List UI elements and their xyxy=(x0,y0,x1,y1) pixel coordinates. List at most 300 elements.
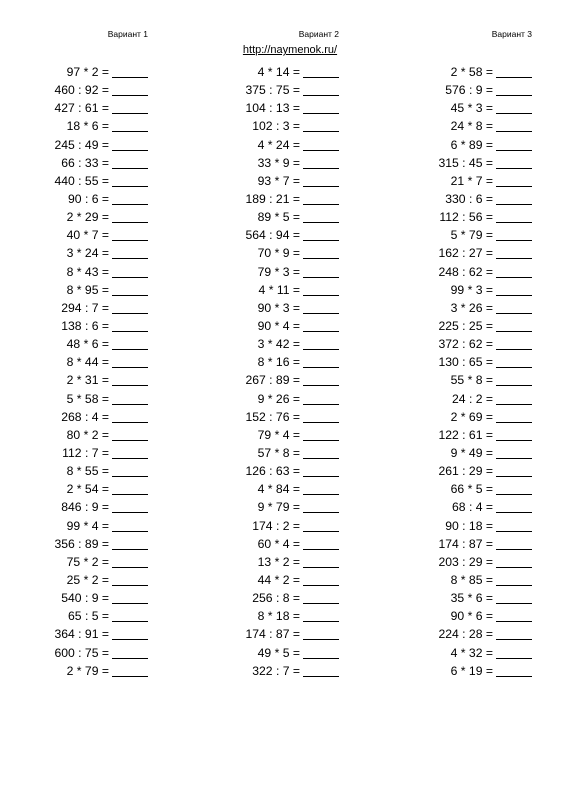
exercise-expression: 8 * 55 = xyxy=(66,464,109,479)
exercise-expression: 364 : 91 = xyxy=(54,627,109,642)
answer-blank[interactable] xyxy=(496,411,532,423)
answer-blank[interactable] xyxy=(496,592,532,604)
answer-blank[interactable] xyxy=(303,465,339,477)
answer-blank[interactable] xyxy=(112,338,148,350)
answer-blank[interactable] xyxy=(496,538,532,550)
answer-blank[interactable] xyxy=(303,592,339,604)
exercise-row xyxy=(400,625,532,643)
answer-blank[interactable] xyxy=(496,120,532,132)
exercise-expression: 267 : 89 = xyxy=(245,373,300,388)
answer-blank[interactable] xyxy=(496,266,532,278)
exercise-row xyxy=(210,317,339,335)
answer-blank[interactable] xyxy=(112,574,148,586)
exercise-row xyxy=(210,99,339,117)
exercise-expression: 24 * 8 = xyxy=(450,119,493,134)
answer-blank[interactable] xyxy=(496,338,532,350)
site-link[interactable]: http://naymenok.ru/ xyxy=(242,44,338,56)
answer-blank[interactable] xyxy=(303,574,339,586)
answer-blank[interactable] xyxy=(496,175,532,187)
exercise-row xyxy=(20,535,148,553)
exercise-row xyxy=(210,571,339,589)
exercise-row xyxy=(400,480,532,498)
exercise-expression: 40 * 7 = xyxy=(66,228,109,243)
answer-blank[interactable] xyxy=(303,102,339,114)
exercise-row xyxy=(20,317,148,335)
exercise-expression: 130 : 65 = xyxy=(438,355,493,370)
exercise-row xyxy=(20,589,148,607)
answer-blank[interactable] xyxy=(303,247,339,259)
exercise-row xyxy=(20,571,148,589)
answer-blank[interactable] xyxy=(496,447,532,459)
exercise-row xyxy=(210,281,339,299)
answer-blank[interactable] xyxy=(112,538,148,550)
answer-blank[interactable] xyxy=(496,374,532,386)
answer-blank[interactable] xyxy=(496,211,532,223)
exercise-expression: 3 * 24 = xyxy=(66,246,109,261)
exercise-row xyxy=(210,117,339,135)
variant-3-column xyxy=(400,63,532,680)
exercise-row xyxy=(20,644,148,662)
answer-blank[interactable] xyxy=(112,374,148,386)
exercise-expression: 460 : 92 = xyxy=(54,83,109,98)
exercise-row xyxy=(400,244,532,262)
exercise-expression: 102 : 3 = xyxy=(252,119,300,134)
exercise-row xyxy=(20,553,148,571)
exercise-expression: 93 * 7 = xyxy=(257,173,300,188)
exercise-expression: 35 * 6 = xyxy=(450,591,493,606)
answer-blank[interactable] xyxy=(303,538,339,550)
exercise-expression: 60 * 4 = xyxy=(257,536,300,551)
answer-blank[interactable] xyxy=(112,229,148,241)
exercise-expression: 330 : 6 = xyxy=(445,192,493,207)
exercise-row xyxy=(20,335,148,353)
answer-blank[interactable] xyxy=(303,628,339,640)
exercise-row xyxy=(210,172,339,190)
exercise-expression: 99 * 3 = xyxy=(450,282,493,297)
answer-blank[interactable] xyxy=(112,501,148,513)
exercise-expression: 18 * 6 = xyxy=(66,119,109,134)
exercise-expression: 49 * 5 = xyxy=(257,645,300,660)
answer-blank[interactable] xyxy=(112,320,148,332)
exercise-expression: 57 * 8 = xyxy=(257,446,300,461)
exercise-expression: 4 * 24 = xyxy=(257,137,300,152)
exercise-expression: 97 * 2 = xyxy=(66,65,109,80)
answer-blank[interactable] xyxy=(112,139,148,151)
exercise-row xyxy=(400,99,532,117)
exercise-row xyxy=(210,517,339,535)
exercise-expression: 126 : 63 = xyxy=(245,464,300,479)
exercise-row xyxy=(210,462,339,480)
variant-1-header: Вариант 1 xyxy=(107,29,148,39)
answer-blank[interactable] xyxy=(303,229,339,241)
exercise-expression: 24 : 2 = xyxy=(452,391,493,406)
exercise-expression: 9 * 26 = xyxy=(257,391,300,406)
exercise-expression: 9 * 49 = xyxy=(450,446,493,461)
answer-blank[interactable] xyxy=(303,520,339,532)
exercise-expression: 3 * 42 = xyxy=(257,337,300,352)
answer-blank[interactable] xyxy=(112,411,148,423)
answer-blank[interactable] xyxy=(496,139,532,151)
exercise-expression: 68 : 4 = xyxy=(452,500,493,515)
exercise-expression: 268 : 4 = xyxy=(61,409,109,424)
answer-blank[interactable] xyxy=(303,411,339,423)
answer-blank[interactable] xyxy=(496,247,532,259)
answer-blank[interactable] xyxy=(112,120,148,132)
exercise-expression: 540 : 9 = xyxy=(61,591,109,606)
answer-blank[interactable] xyxy=(496,84,532,96)
exercise-expression: 104 : 13 = xyxy=(245,101,300,116)
exercise-expression: 4 * 11 = xyxy=(258,282,300,297)
exercise-row xyxy=(400,517,532,535)
exercise-row xyxy=(400,462,532,480)
exercise-row xyxy=(400,226,532,244)
exercise-row xyxy=(210,480,339,498)
answer-blank[interactable] xyxy=(112,665,148,677)
exercise-expression: 372 : 62 = xyxy=(438,337,493,352)
exercise-expression: 9 * 79 = xyxy=(257,500,300,515)
exercise-expression: 33 * 9 = xyxy=(257,155,300,170)
exercise-expression: 8 * 85 = xyxy=(450,573,493,587)
exercise-row xyxy=(210,335,339,353)
exercise-row xyxy=(210,444,339,462)
exercise-expression: 576 : 9 = xyxy=(445,83,493,98)
exercise-expression: 846 : 9 = xyxy=(61,500,109,515)
exercise-row xyxy=(210,371,339,389)
exercise-expression: 189 : 21 = xyxy=(245,192,300,207)
answer-blank[interactable] xyxy=(303,356,339,368)
variant-2-column xyxy=(210,63,339,680)
exercise-row xyxy=(400,553,532,571)
answer-blank[interactable] xyxy=(303,320,339,332)
exercise-expression: 152 : 76 = xyxy=(245,409,300,424)
exercise-row xyxy=(20,190,148,208)
exercise-row xyxy=(400,299,532,317)
answer-blank[interactable] xyxy=(112,465,148,477)
exercise-expression: 2 * 54 = xyxy=(66,482,109,497)
exercise-row xyxy=(20,353,148,371)
exercise-row xyxy=(20,263,148,281)
answer-blank[interactable] xyxy=(303,556,339,568)
exercise-expression: 48 * 6 = xyxy=(66,337,109,352)
exercise-row xyxy=(400,390,532,408)
exercise-expression: 322 : 7 = xyxy=(252,663,300,678)
exercise-row xyxy=(210,226,339,244)
answer-blank[interactable] xyxy=(303,610,339,622)
exercise-expression: 90 : 18 = xyxy=(445,518,493,533)
answer-blank[interactable] xyxy=(112,157,148,169)
variant-2-header: Вариант 2 xyxy=(298,29,339,39)
exercise-expression: 21 * 7 = xyxy=(450,173,493,188)
exercise-expression: 2 * 58 = xyxy=(450,65,493,80)
exercise-expression: 79 * 4 = xyxy=(257,427,300,442)
exercise-expression: 225 : 25 = xyxy=(438,319,493,334)
exercise-expression: 5 * 58 = xyxy=(66,391,109,406)
exercise-expression: 138 : 6 = xyxy=(61,319,109,334)
exercise-expression: 3 * 26 = xyxy=(450,300,493,315)
exercise-row xyxy=(400,571,532,589)
exercise-row xyxy=(400,154,532,172)
answer-blank[interactable] xyxy=(496,320,532,332)
exercise-row xyxy=(210,208,339,226)
exercise-row xyxy=(20,498,148,516)
exercise-row xyxy=(400,498,532,516)
exercise-expression: 90 * 3 = xyxy=(257,300,300,315)
exercise-expression: 2 * 29 = xyxy=(66,210,109,225)
answer-blank[interactable] xyxy=(496,665,532,677)
exercise-row xyxy=(210,535,339,553)
exercise-row xyxy=(210,426,339,444)
exercise-row xyxy=(20,517,148,535)
exercise-row xyxy=(20,63,148,81)
answer-blank[interactable] xyxy=(112,447,148,459)
exercise-expression: 315 : 45 = xyxy=(438,155,493,170)
exercise-row xyxy=(210,553,339,571)
exercise-row xyxy=(400,263,532,281)
exercise-row xyxy=(400,117,532,135)
exercise-expression: 112 : 7 = xyxy=(62,446,109,461)
exercise-row xyxy=(210,63,339,81)
exercise-row xyxy=(400,662,532,680)
exercise-row xyxy=(210,244,339,262)
answer-blank[interactable] xyxy=(496,628,532,640)
exercise-row xyxy=(20,426,148,444)
exercise-row xyxy=(400,63,532,81)
exercise-row xyxy=(400,172,532,190)
exercise-row xyxy=(20,117,148,135)
exercise-expression: 8 * 18 = xyxy=(257,609,300,624)
answer-blank[interactable] xyxy=(496,157,532,169)
exercise-expression: 6 * 89 = xyxy=(450,137,493,152)
answer-blank[interactable] xyxy=(496,520,532,532)
answer-blank[interactable] xyxy=(496,556,532,568)
exercise-row xyxy=(400,190,532,208)
exercise-row xyxy=(400,136,532,154)
exercise-expression: 44 * 2 = xyxy=(257,573,300,587)
answer-blank[interactable] xyxy=(112,647,148,659)
answer-blank[interactable] xyxy=(496,302,532,314)
exercise-expression: 45 * 3 = xyxy=(450,101,493,116)
answer-blank[interactable] xyxy=(112,628,148,640)
exercise-row xyxy=(210,408,339,426)
exercise-row xyxy=(20,662,148,680)
answer-blank[interactable] xyxy=(303,338,339,350)
exercise-row xyxy=(210,190,339,208)
answer-blank[interactable] xyxy=(496,193,532,205)
exercise-row xyxy=(400,444,532,462)
answer-blank[interactable] xyxy=(303,501,339,513)
answer-blank[interactable] xyxy=(303,66,339,78)
exercise-row xyxy=(210,81,339,99)
exercise-row xyxy=(400,317,532,335)
exercise-row xyxy=(20,371,148,389)
answer-blank[interactable] xyxy=(112,175,148,187)
exercise-row xyxy=(20,136,148,154)
exercise-expression: 245 : 49 = xyxy=(54,137,109,152)
exercise-expression: 8 * 95 = xyxy=(66,282,109,297)
exercise-row xyxy=(210,498,339,516)
exercise-row xyxy=(210,154,339,172)
answer-blank[interactable] xyxy=(496,610,532,622)
exercise-expression: 224 : 28 = xyxy=(438,627,493,642)
answer-blank[interactable] xyxy=(112,520,148,532)
answer-blank[interactable] xyxy=(112,302,148,314)
exercise-row xyxy=(400,81,532,99)
exercise-expression: 162 : 27 = xyxy=(438,246,493,261)
exercise-expression: 4 * 84 = xyxy=(257,482,300,497)
exercise-row xyxy=(20,208,148,226)
answer-blank[interactable] xyxy=(112,102,148,114)
answer-blank[interactable] xyxy=(112,193,148,205)
answer-blank[interactable] xyxy=(303,284,339,296)
exercise-row xyxy=(400,371,532,389)
exercise-row xyxy=(20,172,148,190)
exercise-expression: 66 * 5 = xyxy=(450,482,493,497)
exercise-row xyxy=(210,625,339,643)
exercise-expression: 80 * 2 = xyxy=(66,427,109,442)
answer-blank[interactable] xyxy=(303,483,339,495)
exercise-expression: 2 * 69 = xyxy=(450,409,493,424)
exercise-row xyxy=(210,607,339,625)
exercise-expression: 256 : 8 = xyxy=(252,591,300,606)
answer-blank[interactable] xyxy=(303,266,339,278)
answer-blank[interactable] xyxy=(496,501,532,513)
exercise-expression: 70 * 9 = xyxy=(257,246,300,261)
exercise-row xyxy=(20,281,148,299)
exercise-expression: 8 * 43 = xyxy=(66,264,109,279)
exercise-row xyxy=(210,299,339,317)
exercise-expression: 79 * 3 = xyxy=(257,264,300,279)
exercise-expression: 174 : 87 = xyxy=(438,536,493,551)
exercise-row xyxy=(400,589,532,607)
answer-blank[interactable] xyxy=(496,66,532,78)
answer-blank[interactable] xyxy=(303,157,339,169)
exercise-expression: 99 * 4 = xyxy=(66,518,109,533)
answer-blank[interactable] xyxy=(303,374,339,386)
exercise-expression: 5 * 79 = xyxy=(450,228,493,243)
exercise-expression: 564 : 94 = xyxy=(245,228,300,243)
exercise-row xyxy=(400,335,532,353)
exercise-expression: 112 : 56 = xyxy=(439,210,493,225)
answer-blank[interactable] xyxy=(496,647,532,659)
exercise-row xyxy=(20,408,148,426)
exercise-expression: 25 * 2 = xyxy=(66,573,109,587)
exercise-row xyxy=(400,607,532,625)
variant-3-header: Вариант 3 xyxy=(491,29,532,39)
answer-blank[interactable] xyxy=(303,84,339,96)
answer-blank[interactable] xyxy=(303,647,339,659)
exercise-expression: 294 : 7 = xyxy=(61,300,109,315)
exercise-row xyxy=(20,607,148,625)
exercise-row xyxy=(20,390,148,408)
exercise-expression: 89 * 5 = xyxy=(257,210,300,225)
answer-blank[interactable] xyxy=(112,247,148,259)
answer-blank[interactable] xyxy=(112,483,148,495)
answer-blank[interactable] xyxy=(303,302,339,314)
answer-blank[interactable] xyxy=(496,574,532,586)
exercise-expression: 4 * 14 = xyxy=(257,65,300,80)
answer-blank[interactable] xyxy=(112,393,148,405)
exercise-expression: 174 : 2 = xyxy=(252,518,300,533)
answer-blank[interactable] xyxy=(112,284,148,296)
answer-blank[interactable] xyxy=(303,139,339,151)
exercise-row xyxy=(20,444,148,462)
answer-blank[interactable] xyxy=(496,229,532,241)
exercise-row xyxy=(20,154,148,172)
exercise-expression: 55 * 8 = xyxy=(450,373,493,388)
answer-blank[interactable] xyxy=(303,211,339,223)
exercise-expression: 75 * 2 = xyxy=(66,554,109,569)
exercise-row xyxy=(210,353,339,371)
exercise-expression: 90 * 6 = xyxy=(450,609,493,624)
answer-blank[interactable] xyxy=(112,556,148,568)
exercise-row xyxy=(400,644,532,662)
exercise-row xyxy=(20,226,148,244)
exercise-row xyxy=(210,644,339,662)
exercise-row xyxy=(20,462,148,480)
answer-blank[interactable] xyxy=(112,211,148,223)
exercise-expression: 90 * 4 = xyxy=(257,319,300,334)
answer-blank[interactable] xyxy=(303,665,339,677)
answer-blank[interactable] xyxy=(496,284,532,296)
answer-blank[interactable] xyxy=(496,393,532,405)
answer-blank[interactable] xyxy=(112,356,148,368)
exercise-expression: 8 * 16 = xyxy=(257,355,300,370)
exercise-row xyxy=(400,281,532,299)
answer-blank[interactable] xyxy=(496,465,532,477)
exercise-row xyxy=(210,263,339,281)
exercise-expression: 375 : 75 = xyxy=(245,83,300,98)
answer-blank[interactable] xyxy=(112,429,148,441)
answer-blank[interactable] xyxy=(303,393,339,405)
answer-blank[interactable] xyxy=(303,175,339,187)
exercise-expression: 66 : 33 = xyxy=(61,155,109,170)
answer-blank[interactable] xyxy=(112,592,148,604)
answer-blank[interactable] xyxy=(112,66,148,78)
exercise-expression: 2 * 79 = xyxy=(66,663,109,678)
answer-blank[interactable] xyxy=(303,193,339,205)
answer-blank[interactable] xyxy=(303,120,339,132)
exercise-expression: 174 : 87 = xyxy=(245,627,300,642)
exercise-expression: 356 : 89 = xyxy=(54,536,109,551)
answer-blank[interactable] xyxy=(112,266,148,278)
exercise-row xyxy=(400,208,532,226)
exercise-expression: 90 : 6 = xyxy=(68,192,109,207)
exercise-expression: 248 : 62 = xyxy=(438,264,493,279)
answer-blank[interactable] xyxy=(303,429,339,441)
exercise-expression: 440 : 55 = xyxy=(54,173,109,188)
exercise-row xyxy=(400,426,532,444)
exercise-row xyxy=(210,662,339,680)
answer-blank[interactable] xyxy=(112,610,148,622)
exercise-expression: 261 : 29 = xyxy=(438,464,493,479)
exercise-row xyxy=(400,408,532,426)
exercise-row xyxy=(20,99,148,117)
answer-blank[interactable] xyxy=(496,356,532,368)
exercise-expression: 6 * 19 = xyxy=(450,663,493,678)
exercise-row xyxy=(20,480,148,498)
exercise-expression: 65 : 5 = xyxy=(68,609,109,624)
exercise-row xyxy=(20,244,148,262)
answer-blank[interactable] xyxy=(496,483,532,495)
answer-blank[interactable] xyxy=(496,429,532,441)
answer-blank[interactable] xyxy=(496,102,532,114)
exercise-expression: 203 : 29 = xyxy=(438,554,493,569)
exercise-row xyxy=(20,81,148,99)
answer-blank[interactable] xyxy=(112,84,148,96)
exercise-row xyxy=(400,535,532,553)
exercise-expression: 427 : 61 = xyxy=(54,101,109,116)
answer-blank[interactable] xyxy=(303,447,339,459)
